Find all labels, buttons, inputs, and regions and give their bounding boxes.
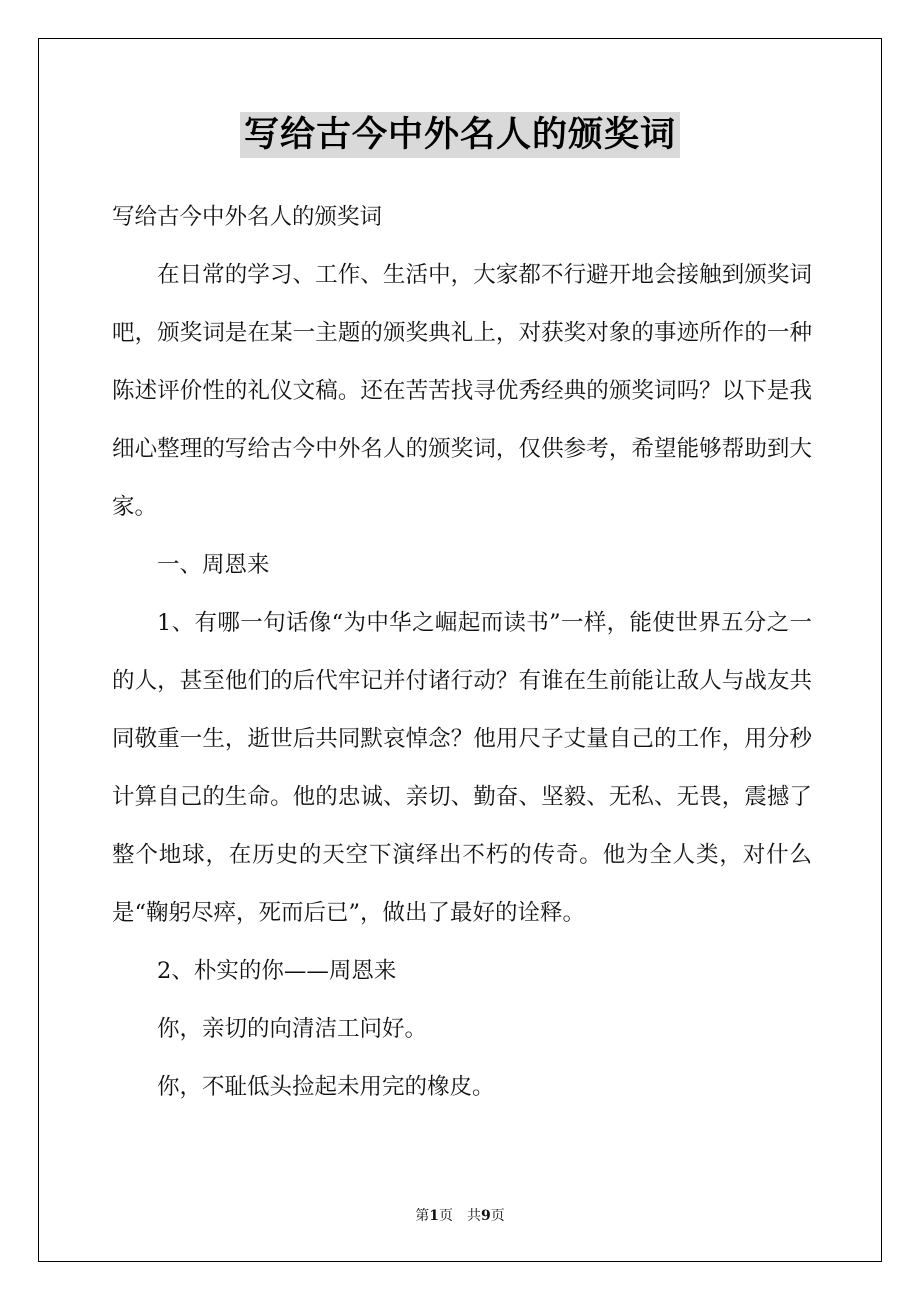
document-body (112, 188, 812, 1116)
page-current: 1 (429, 1208, 439, 1224)
page-footer (0, 1205, 920, 1225)
paragraph-line-1: 你，亲切的向清洁工问好。 (157, 1016, 428, 1042)
paragraph-line-2: 你，不耻低头捡起未用完的橡皮。 (157, 1074, 495, 1100)
document-subtitle: 写给古今中外名人的颁奖词 (112, 204, 383, 230)
paragraph-award-speech-1: 1、有哪一句话像“为中华之崛起而读书”一样，能使世界五分之一的人，甚至他们的后代牢记并付诸行动？有谁在生前能让敌人与战友共同敬重一生，逝世后共同默哀悼念？他用尺子丈量自己的工作，用分秒计算自己的生命。他的忠诚、亲切、勤奋、坚毅、无私、无畏，震撼了整个地球，在历史的天空下演绎出不朽的传奇。他为全人类，对什么是“鞠躬尽瘁，死而后已”，做出了最好的诠释。 (112, 610, 812, 926)
title-container (0, 112, 920, 158)
section-heading-zhou-enlai: 一、周恩来 (157, 552, 270, 578)
paragraph-intro: 在日常的学习、工作、生活中，大家都不行避开地会接触到颁奖词吧，颁奖词是在某一主题的颁奖典礼上，对获奖对象的事迹所作的一种陈述评价性的礼仪文稿。还在苦苦找寻优秀经典的颁奖词吗？以下是我细心整理的写给古今中外名人的颁奖词，仅供参考，希望能够帮助到大家。 (112, 262, 812, 520)
subheading-award-speech-2: 2、朴实的你——周恩来 (157, 958, 397, 984)
page-suffix: 页 (490, 1208, 505, 1224)
document-title: 写给古今中外名人的颁奖词 (240, 112, 680, 158)
page-prefix: 第 (415, 1208, 430, 1224)
page-middle: 页 共 (439, 1208, 481, 1224)
page-total: 9 (481, 1208, 491, 1224)
